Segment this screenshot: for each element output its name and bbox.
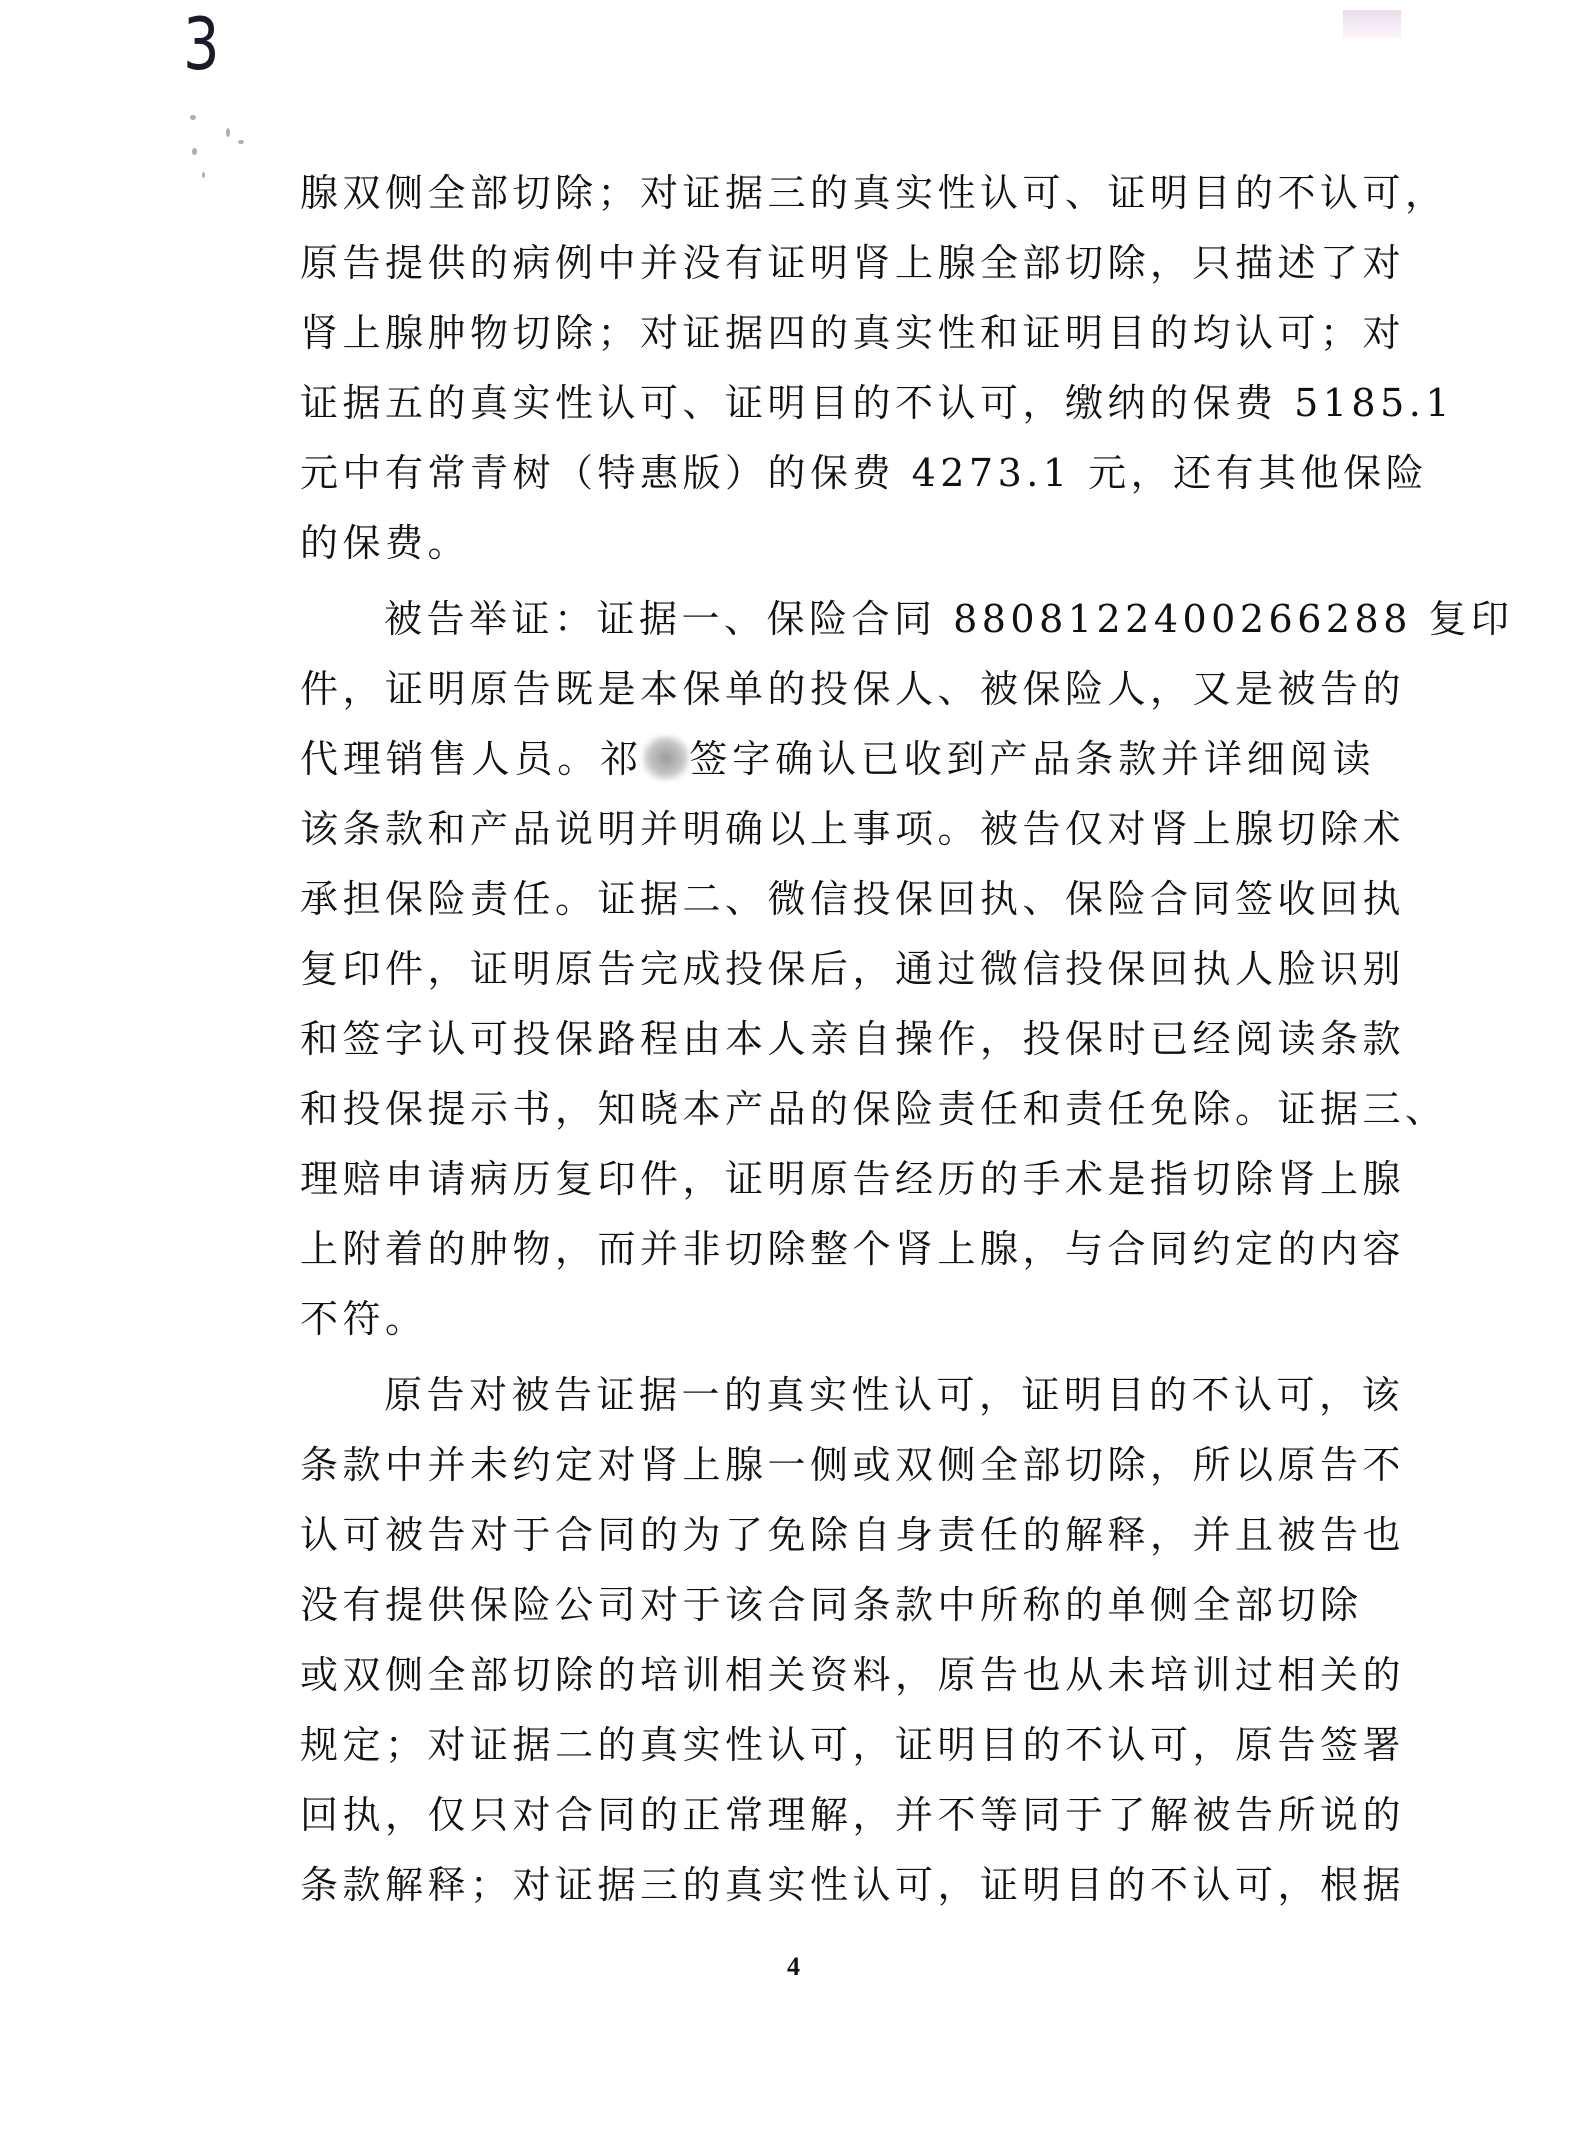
text-line: 腺双侧全部切除；对证据三的真实性认可、证明目的不认可， xyxy=(300,171,1448,215)
page-number: 4 xyxy=(787,1952,800,1981)
paragraph-plaintiff-opinion-continued xyxy=(300,158,1455,578)
text-line: 承担保险责任。证据二、微信投保回执、保险合同签收回执 xyxy=(300,877,1406,921)
text-line: 或双侧全部切除的培训相关资料，原告也从未培训过相关的 xyxy=(300,1653,1406,1697)
text-line: 原告提供的病例中并没有证明肾上腺全部切除，只描述了对 xyxy=(300,241,1406,285)
scan-speck xyxy=(190,115,196,120)
text-fragment: 代理销售人员。祁 xyxy=(300,737,643,781)
text-line: 和投保提示书，知晓本产品的保险责任和责任免除。证据三、 xyxy=(300,1087,1448,1131)
document-body xyxy=(300,158,1514,1920)
paragraph-plaintiff-response xyxy=(300,1360,1406,1920)
text-line: 条款中并未约定对肾上腺一侧或双侧全部切除，所以原告不 xyxy=(300,1443,1406,1487)
scan-speck xyxy=(202,172,205,178)
text-line: 肾上腺肿物切除；对证据四的真实性和证明目的均认可；对 xyxy=(300,311,1406,355)
redacted-name-blur xyxy=(643,736,689,780)
text-line: 规定；对证据二的真实性认可，证明目的不认可，原告签署 xyxy=(300,1723,1406,1767)
text-fragment: 签字确认已收到产品条款并详细阅读 xyxy=(689,737,1375,781)
text-line: 证据五的真实性认可、证明目的不认可，缴纳的保费 5185.1 xyxy=(300,381,1455,425)
text-line: 和签字认可投保路程由本人亲自操作，投保时已经阅读条款 xyxy=(300,1017,1406,1061)
text-line: 回执，仅只对合同的正常理解，并不等同于了解被告所说的 xyxy=(300,1793,1406,1837)
paragraph-defendant-evidence xyxy=(300,584,1514,1354)
handwritten-page-mark: 3 xyxy=(183,2,220,86)
scan-edge-artifact xyxy=(1343,10,1401,38)
text-line: 没有提供保险公司对于该合同条款中所称的单侧全部切除 xyxy=(300,1583,1363,1627)
text-line: 元中有常青树（特惠版）的保费 4273.1 元，还有其他保险 xyxy=(300,451,1429,495)
text-line: 复印件，证明原告完成投保后，通过微信投保回执人脸识别 xyxy=(300,947,1406,991)
text-line-with-redaction xyxy=(300,724,1375,794)
text-line: 被告举证：证据一、保险合同 8808122400266288 复印 xyxy=(384,597,1514,641)
text-line: 条款解释；对证据三的真实性认可，证明目的不认可，根据 xyxy=(300,1863,1406,1907)
text-line: 理赔申请病历复印件，证明原告经历的手术是指切除肾上腺 xyxy=(300,1157,1406,1201)
scan-speck xyxy=(226,128,230,137)
scan-speck xyxy=(238,140,244,144)
text-line: 上附着的肿物，而并非切除整个肾上腺，与合同约定的内容 xyxy=(300,1227,1406,1271)
text-line: 件，证明原告既是本保单的投保人、被保险人，又是被告的 xyxy=(300,667,1406,711)
text-line: 的保费。 xyxy=(300,521,471,565)
text-line: 该条款和产品说明并明确以上事项。被告仅对肾上腺切除术 xyxy=(300,807,1406,851)
text-line: 不符。 xyxy=(300,1297,428,1341)
text-line: 认可被告对于合同的为了免除自身责任的解释，并且被告也 xyxy=(300,1513,1406,1557)
text-line: 原告对被告证据一的真实性认可，证明目的不认可，该 xyxy=(384,1373,1405,1417)
scan-speck xyxy=(192,148,197,155)
